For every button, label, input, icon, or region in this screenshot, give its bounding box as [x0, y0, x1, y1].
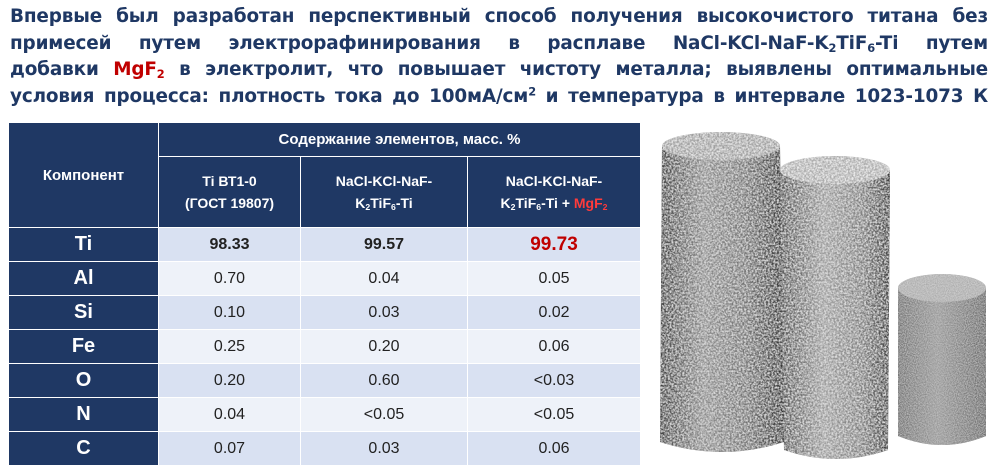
value-cell: <0.05: [301, 398, 468, 432]
heading-line-3: добавки MgF$_2$ в электролит, что повышает чистоту металла; выявлены оптимальные: [10, 59, 989, 81]
value-cell: 0.20: [159, 364, 301, 398]
table-row: [9, 330, 641, 364]
value-cell: 0.70: [159, 262, 301, 296]
value-cell: 0.10: [159, 296, 301, 330]
value-cell: 0.60: [301, 364, 468, 398]
medium-cylinder: [780, 156, 890, 459]
element-cell: Si: [9, 296, 159, 330]
heading-line-4: условия процесса: плотность тока до $100мА/см^2$ и температура в интервале 1023-1073 К: [10, 84, 988, 107]
value-cell: 0.20: [301, 330, 468, 364]
titanium-samples-photo: [652, 120, 995, 459]
large-cylinder: [660, 132, 784, 452]
element-cell: O: [9, 364, 159, 398]
col-header-ti-vt1: Ti ВТ1-0 (ГОСТ 19807): [159, 157, 301, 228]
small-cylinder: [898, 274, 986, 445]
value-cell: 0.03: [301, 296, 468, 330]
value-cell: 0.03: [301, 432, 468, 466]
value-cell: 0.25: [159, 330, 301, 364]
slide-heading: [10, 4, 988, 110]
mgf2-highlight: MgF$_2$: [113, 59, 165, 81]
element-cell: Fe: [9, 330, 159, 364]
value-cell: 0.04: [159, 398, 301, 432]
element-cell: Al: [9, 262, 159, 296]
value-cell: 98.33: [159, 228, 301, 262]
titanium-cylinders-image: [652, 120, 995, 459]
table-row: [9, 398, 641, 432]
composition-table: [8, 122, 641, 466]
table-row: [9, 262, 641, 296]
col-header-electrolyte-mgf2: NaCl-KCl-NaF- $K_2TiF_6-Ti + MgF_2$: [468, 157, 641, 228]
table-row: [9, 296, 641, 330]
table-row: [9, 364, 641, 398]
heading-line-2: примесей путем электрорафинирования в расплаве NaCl-$KCl-NaF-K_2TiF_6-Ti$ путем: [10, 32, 988, 55]
element-cell: C: [9, 432, 159, 466]
value-cell: 0.06: [468, 330, 641, 364]
component-header: Компонент: [9, 123, 159, 228]
value-cell: 99.57: [301, 228, 468, 262]
value-cell: <0.05: [468, 398, 641, 432]
heading-line-1: Впервые был разработан перспективный способ получения высокочистого титана без: [10, 6, 988, 27]
value-cell: 0.02: [468, 296, 641, 330]
value-cell: 0.04: [301, 262, 468, 296]
value-cell: 0.07: [159, 432, 301, 466]
col-header-electrolyte: NaCl-KCl-NaF- $K_2TiF_6-Ti$: [301, 157, 468, 228]
mgf2-label: MgF$_2$: [573, 195, 608, 213]
value-cell: <0.03: [468, 364, 641, 398]
value-cell-highlight: 99.73: [468, 228, 641, 262]
value-cell: 0.06: [468, 432, 641, 466]
value-cell: 0.05: [468, 262, 641, 296]
element-cell: Ti: [9, 228, 159, 262]
element-cell: N: [9, 398, 159, 432]
table-row: [9, 228, 641, 262]
table-row: [9, 432, 641, 466]
content-group-header: Содержание элементов, масс. %: [159, 123, 641, 157]
